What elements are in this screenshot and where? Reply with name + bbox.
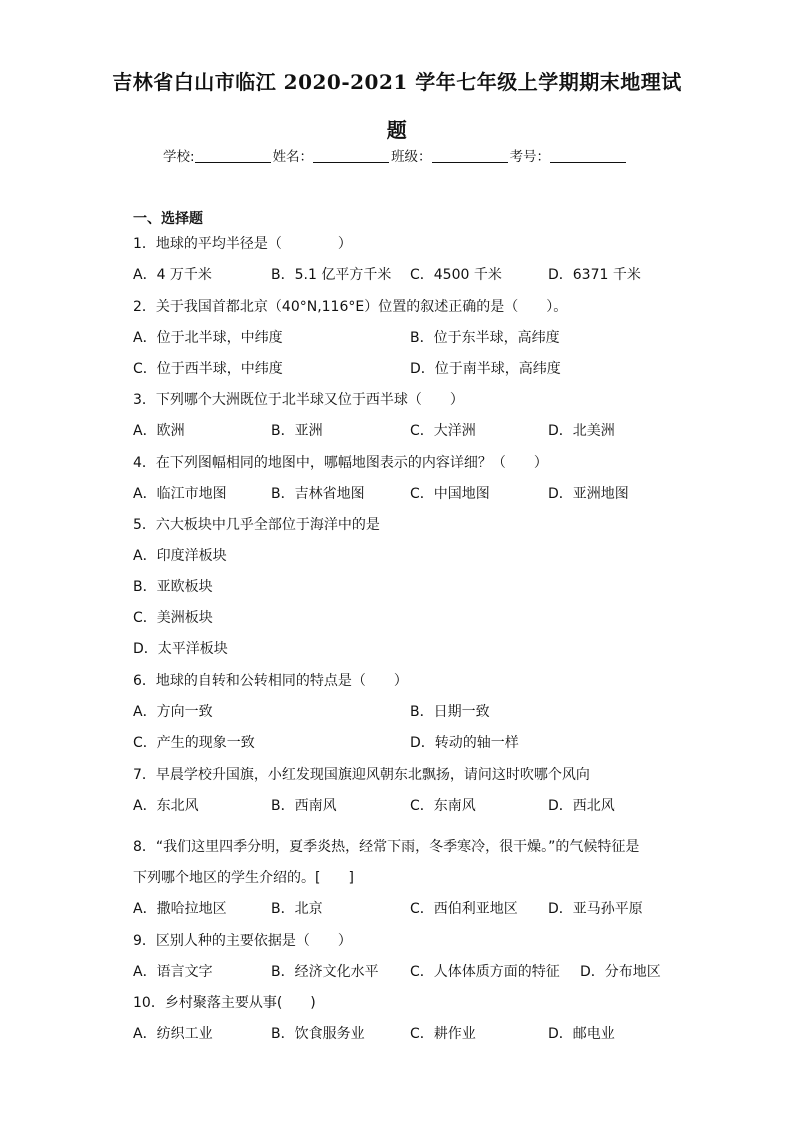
option-d: D．邮电业 — [548, 1026, 615, 1042]
question-stem: 2．关于我国首都北京（40°N,116°E）位置的叙述正确的是（ ）。 — [133, 299, 568, 315]
option-c: C．西伯利亚地区 — [410, 901, 518, 917]
option-b: B．5.1 亿平方千米 — [271, 267, 392, 283]
option-a: A．撒哈拉地区 — [133, 901, 227, 917]
option-a: A．4 万千米 — [133, 267, 212, 283]
option-a: A．欧洲 — [133, 423, 185, 439]
option-b: B．经济文化水平 — [271, 964, 379, 980]
option-c: C．中国地图 — [410, 486, 490, 502]
school-label: 学校: — [163, 149, 195, 165]
option-a: A．临江市地图 — [133, 486, 227, 502]
question-stem: 9．区别人种的主要依据是（ ） — [133, 933, 352, 949]
option-b: B．亚欧板块 — [133, 579, 213, 595]
option-c: C．产生的现象一致 — [133, 735, 255, 751]
option-a: A．位于北半球，中纬度 — [133, 330, 283, 346]
option-c: C．美洲板块 — [133, 610, 213, 626]
class-blank — [432, 148, 508, 163]
option-a: A．纺织工业 — [133, 1026, 213, 1042]
number-label: 考号： — [509, 149, 551, 165]
option-c: C．位于西半球，中纬度 — [133, 361, 283, 377]
question-stem: 3．下列哪个大洲既位于北半球又位于西半球（ ） — [133, 392, 464, 408]
option-c: C．耕作业 — [410, 1026, 476, 1042]
question-stem: 4．在下列图幅相同的地图中，哪幅地图表示的内容详细？（ ） — [133, 455, 548, 471]
option-b: B．西南风 — [271, 798, 337, 814]
question-stem: 10．乡村聚落主要从事( ) — [133, 995, 316, 1011]
section-heading: 一、选择题 — [133, 211, 203, 227]
school-blank — [195, 148, 271, 163]
name-label: 姓名： — [272, 149, 314, 165]
option-d: D．北美洲 — [548, 423, 615, 439]
student-info-row — [163, 145, 628, 165]
option-a: A．印度洋板块 — [133, 548, 227, 564]
option-d: D．亚洲地图 — [548, 486, 629, 502]
option-a: A．语言文字 — [133, 964, 213, 980]
option-a: A．方向一致 — [133, 704, 213, 720]
number-blank — [550, 148, 626, 163]
name-blank — [313, 148, 389, 163]
option-b: B．亚洲 — [271, 423, 323, 439]
option-c: C．东南风 — [410, 798, 476, 814]
option-d: D．6371 千米 — [548, 267, 641, 283]
option-c: C．大洋洲 — [410, 423, 476, 439]
option-d: D．转动的轴一样 — [410, 735, 519, 751]
option-d: D．西北风 — [548, 798, 615, 814]
option-b: B．位于东半球，高纬度 — [410, 330, 560, 346]
option-b: B．日期一致 — [410, 704, 490, 720]
exam-title-line-2: 题 — [386, 118, 408, 142]
exam-title-line-1: 吉林省白山市临江 2020-2021 学年七年级上学期期末地理试 — [112, 70, 682, 94]
option-a: A．东北风 — [133, 798, 199, 814]
option-b: B．饮食服务业 — [271, 1026, 365, 1042]
option-b: B．吉林省地图 — [271, 486, 365, 502]
class-label: 班级： — [391, 149, 432, 165]
question-stem: 7．早晨学校升国旗，小红发现国旗迎风朝东北飘扬，请问这时吹哪个风向 — [133, 767, 590, 783]
question-stem: 8．“我们这里四季分明，夏季炎热，经常下雨，冬季寒冷，很干燥。”的气候特征是 — [133, 839, 640, 855]
option-c: C．人体体质方面的特征 — [410, 964, 560, 980]
option-d: D．分布地区 — [580, 964, 661, 980]
question-stem: 6．地球的自转和公转相同的特点是（ ） — [133, 673, 408, 689]
option-b: B．北京 — [271, 901, 323, 917]
question-stem: 1．地球的平均半径是（ ） — [133, 236, 352, 252]
option-d: D．太平洋板块 — [133, 641, 228, 657]
question-stem: 5．六大板块中几乎全部位于海洋中的是 — [133, 517, 380, 533]
option-c: C．4500 千米 — [410, 267, 502, 283]
option-d: D．亚马孙平原 — [548, 901, 643, 917]
question-stem-continued: 下列哪个地区的学生介绍的。[ ] — [133, 870, 354, 886]
option-d: D．位于南半球，高纬度 — [410, 361, 561, 377]
